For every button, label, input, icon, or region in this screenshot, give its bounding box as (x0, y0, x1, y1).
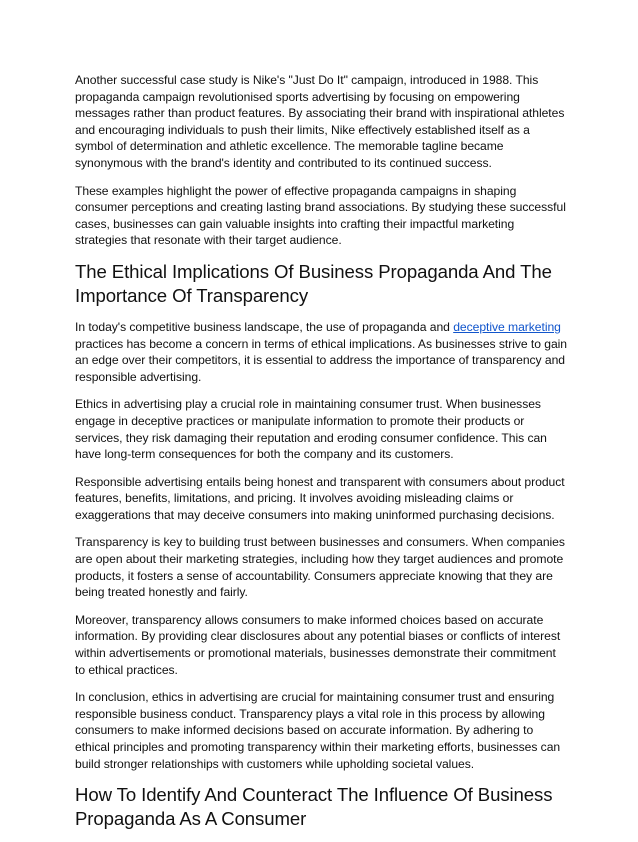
paragraph-transparency-trust: Transparency is key to building trust between businesses and consumers. When companies are open about their marketing strategies, including how they target audiences and promote products, it fosters a sense of accountability. Consumers appreciate knowing that they are being treated honestly and fairly. (75, 535, 565, 600)
paragraph-ethics-in-advertising: Ethics in advertising play a crucial role in maintaining consumer trust. When businesses engage in deceptive practices or manipulate information to promote their products or services, they risk damaging their reputation and eroding consumer confidence. This can have long-term consequences for both the company and its customers. (75, 397, 547, 462)
deceptive-marketing-link[interactable]: deceptive marketing (453, 319, 561, 334)
paragraph-text-after-link: practices has become a concern in terms of ethical implications. As businesses strive to gain an edge over their competitors, it is essential to address the importance of transparency and responsible advertising. (75, 336, 568, 384)
paragraph-text-before-link: In today's competitive business landscape, the use of propaganda and (75, 319, 454, 334)
paragraph-conclusion: In conclusion, ethics in advertising are crucial for maintaining consumer trust and ensuring responsible business conduct. Transparency plays a vital role in this process by allowing consumers to make informed decisions based on accurate information. By adhering to ethical principles and promoting transparency within their marketing efforts, businesses can build stronger relationships with customers while upholding societal values. (75, 690, 561, 771)
paragraph-examples-summary: These examples highlight the power of effective propaganda campaigns in shaping consumer perceptions and creating lasting brand associations. By studying these successful cases, businesses can gain valuable insights into crafting their impactful marketing strategies that resonate with their target audience. (75, 183, 566, 248)
document-page (75, 72, 567, 842)
section-heading-identify-counteract: How To Identify And Counteract The Influence Of Business Propaganda As A Consumer (75, 784, 553, 830)
paragraph-informed-choices: Moreover, transparency allows consumers to make informed choices based on accurate information. By providing clear disclosures about any potential biases or conflicts of interest within advertisements or promotional materials, businesses demonstrate their commitment to ethical practices. (75, 612, 561, 677)
section-heading-ethical-implications: The Ethical Implications Of Business Propaganda And The Importance Of Transparency (75, 260, 552, 306)
paragraph-nike-case-study: Another successful case study is Nike's "Just Do It" campaign, introduced in 1988. This propaganda campaign revolutionised sports advertising by focusing on empowering messages rather than product features. By associating their brand with inspirational athletes and encouraging individuals to push their limits, Nike effectively established itself as a symbol of determination and athletic excellence. The memorable tagline became synonymous with the brand's identity and contributed to its continued success. (75, 73, 565, 170)
paragraph-competitive-landscape (75, 319, 567, 385)
paragraph-responsible-advertising: Responsible advertising entails being honest and transparent with consumers about product features, benefits, limitations, and pricing. It involves avoiding misleading claims or exaggerations that may deceive consumers into making uninformed purchasing decisions. (75, 474, 565, 522)
